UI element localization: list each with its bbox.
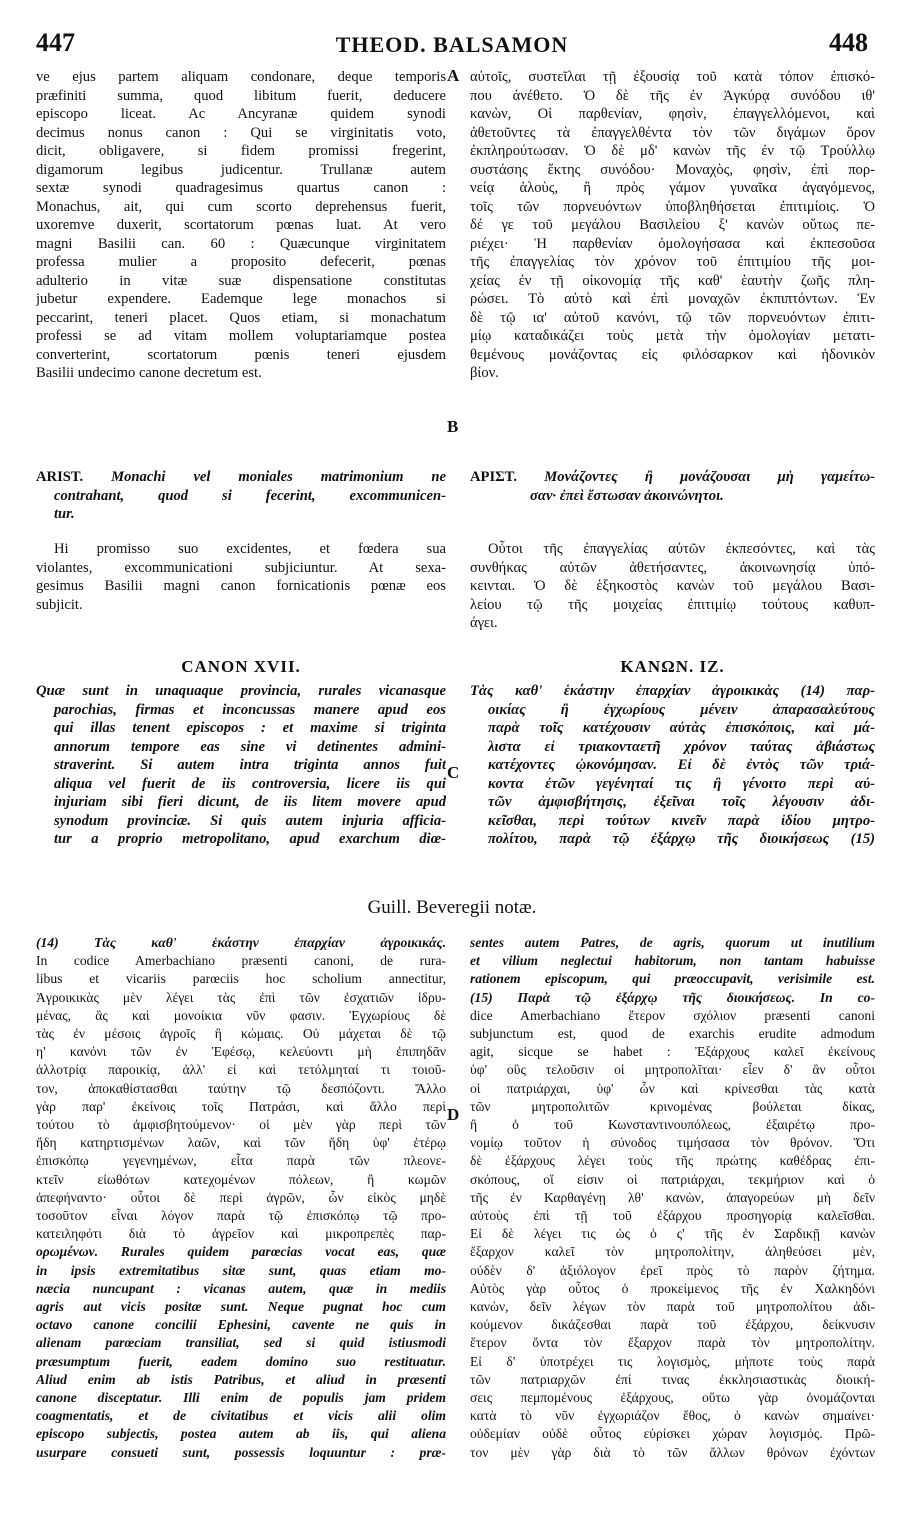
notes-left-line: ἀλλοτρίᾳ παροικίᾳ, ἀλλ' εἰ καὶ τετόλμηταί τι τοιοῦ- bbox=[36, 1062, 446, 1078]
running-title: THEOD. BALSAMON bbox=[335, 32, 569, 57]
notes-right-line: agit, sicque se habet : Ἐξάρχους καλεῖ ἐκείνους bbox=[470, 1044, 875, 1060]
arist-latin-line: contrahant, quod si fecerint, excommunicen- bbox=[54, 487, 446, 504]
top-latin-line: sextæ synodi quadragesimus quartus canon : bbox=[36, 180, 446, 196]
gloss-greek-line: Οὗτοι τῆς ἐπαγγελίας αὐτῶν ἐκπεσόντες, καὶ τὰς bbox=[488, 541, 875, 557]
notes-right-line: et vilium neglectui habitorum, non tantam habuisse bbox=[470, 953, 875, 969]
top-greek-line: δέ γε τοῦ μεγάλου Βασιλείου ξ' κανὼν οὕτως πε- bbox=[470, 217, 875, 233]
notes-left-line: ἀπεφήναντο· οὗτοι δὲ περὶ ἀγρῶν, ὧν εἰκὸς μηδὲ bbox=[36, 1189, 446, 1205]
page-number-left: 447 bbox=[36, 28, 75, 57]
arist-greek bbox=[470, 468, 875, 505]
canon-latin-line: straverint. Si autem intra triginta annos fuit bbox=[54, 757, 446, 773]
top-greek-line: ρώσει. Τὸ αὐτὸ καὶ ἐπὶ μοναχῶν ἐκπιπτόντων. Ἐν bbox=[470, 291, 875, 307]
canon-latin-title: CANON XVII. bbox=[181, 657, 301, 676]
canon-latin-line: qui illas tenent episcopos : et maxime si triginta bbox=[54, 720, 446, 736]
top-latin-line: professi se ad vitam mollem voluptariamque postea bbox=[36, 328, 446, 344]
top-latin-line: peccarint, teneri placet. Quos etiam, si monachatum bbox=[36, 309, 446, 326]
canon-latin-line: Quæ sunt in unaquaque provincia, rurales vicanasque bbox=[36, 683, 446, 699]
top-latin-line: professa mulier a proposito defecerit, pœnas bbox=[36, 254, 446, 270]
notes-left-line: usurpare consueti sunt, possessis loquuntur : præ- bbox=[36, 1444, 446, 1460]
top-latin-line: jubetur expendere. Eademque lege monachos si bbox=[36, 291, 446, 307]
notes-left-line: Ἀγροικικὰς μὲν λέγει τὰς ἐπὶ τῶν ἐσχατιῶν ἱδρυ- bbox=[36, 989, 446, 1005]
top-greek-line: θεμένους μονάζοντας εἰς φιλόσαρκον καὶ ἡδονικὸν bbox=[470, 346, 875, 363]
notes-left-line: præsumptum fuerit, eadem domino suo restituatur. bbox=[36, 1353, 446, 1369]
canon-greek-line: παρὰ τοῖς κατέχουσιν αὐτὰς ἐπισκόποις, καὶ μά- bbox=[488, 720, 875, 736]
running-header bbox=[36, 28, 868, 62]
notes-left-line: In codice Amerbachiano præsenti canoni, de rura- bbox=[36, 953, 446, 969]
top-greek-line: ἀθετοῦντες τὰ ἐπαγγελθέντα τὸν τῶν διγάμων ὅρον bbox=[470, 124, 875, 141]
top-greek-line: χείας ἐν τῇ οἰκονομίᾳ τῆς καθ' ἑαυτὴν ζωῆς πλη- bbox=[470, 272, 875, 289]
notes-right-line: (15) Παρὰ τῷ ἐξάρχῳ τῆς διοικήσεως. In co- bbox=[470, 989, 875, 1005]
top-greek-line: μίῳ καταδικάζει τοὺς μετὰ τὴν ὁμολογίαν μετατι- bbox=[470, 328, 875, 344]
notes-left-line: næcia nuncupant : vicanas autem, quæ in mediis bbox=[36, 1280, 446, 1296]
gloss-latin-line: violantes, excommunicationi subjiciuntur. At sexa- bbox=[36, 559, 446, 576]
notes-right-line: δὲ ἐξάρχους λέγει τοὺς τῆς πρώτης καθέδρας ἐπι- bbox=[470, 1153, 875, 1169]
canon-latin-line: injuriam sibi fieri dicunt, de iis litem movere apud bbox=[54, 794, 446, 810]
canon-latin-line: aliqua vel fuerit de iis controversia, licere iis qui bbox=[54, 775, 446, 792]
top-greek-line: αὐτοῖς, συστεῖλαι τῇ ἐξουσίᾳ τοῦ κατὰ τόπον ἐπισκό- bbox=[470, 69, 875, 85]
arist-greek-label: ΑΡΙΣΤ. bbox=[470, 469, 517, 485]
notes-right-line: ὑφ' οὓς τελοῦσιν οἱ μητροπολῖται· εἶεν δ' ἂν οὗτοι bbox=[470, 1062, 875, 1078]
notes-left-line: libus et vicariis parœciis hoc scholium annectitur, bbox=[36, 971, 446, 987]
notes-right-line: οὐδεμίαν οὐδὲ οὗτος εὑρίσκει χώραν λογισμός. Πρῶ- bbox=[470, 1426, 875, 1442]
canon-greek-text bbox=[470, 682, 875, 849]
top-greek-line: δὲ τῷ ια' αὐτοῦ κανόνι, τῷ τῶν πορνευόντων ἐπιτι- bbox=[470, 309, 875, 326]
gloss-latin-line: gesimus Basilii magni canon fornicationis pœnæ eos bbox=[36, 578, 446, 594]
top-greek-line: βίον. bbox=[470, 365, 499, 381]
notes-right-line: οὐδὲν δ' ἀξιόλογον ἐρεῖ πρὸς τὸ παρὸν ζήτημα. bbox=[470, 1262, 875, 1278]
canon-greek-line: λιστα εἰ τριακονταετῆ χρόνον ταύτας ἀβιάστως bbox=[488, 738, 875, 755]
margin-marker-b: B bbox=[447, 417, 459, 436]
notes-left-line: τοσοῦτον εἶναι λόγον παρὰ τῷ ἐπισκόπῳ τῷ προ- bbox=[36, 1208, 446, 1224]
gloss-latin-line: Hi promisso suo excidentes, et fœdera sua bbox=[54, 541, 446, 557]
notes-right-line: οἱ πατριάρχαι, ὑφ' ὧν καὶ κρίνεσθαι τὰς κατὰ bbox=[470, 1080, 875, 1096]
top-greek-line: ριέχει· Ἡ παρθενίαν ὁμολογήσασα καὶ ἐκπεσοῦσα bbox=[470, 235, 875, 252]
notes-left-line: μένας, ἃς καὶ μονοίκια νῦν φασιν. Ἐγχωρίους δὲ bbox=[36, 1007, 446, 1023]
greek-text-top bbox=[470, 68, 875, 383]
notes-left-line: τὰς ἐν μέσοις ἀγροῖς ἢ κώμαις. Οὐ μάχεται δὲ τῷ bbox=[36, 1026, 446, 1042]
margin-marker-d: D bbox=[447, 1105, 460, 1124]
top-latin-line: converterint, scortatorum pœnis teneri ejusdem bbox=[36, 346, 446, 363]
top-greek-line: νείᾳ ἁλοὺς, ἢ πρὸς γάμον γυναῖκα ἀγαγόμενος, bbox=[470, 180, 875, 196]
notes-left-line: ἤδη κατηρτισμένων λαῶν, καὶ τῶν ἤδη ὑφ' ἑτέρῳ bbox=[36, 1135, 446, 1151]
canon-latin-text bbox=[36, 682, 446, 849]
notes-right-line: τῶν πατριαρχῶν ἐπί τινας ἐκκλησιαστικὰς διοική- bbox=[470, 1371, 875, 1387]
top-greek-line: τῆς ἐπαγγελίας τὸν χρόνον τοῦ ἐπιτιμίου τῆς μοι- bbox=[470, 254, 875, 270]
gloss-greek-line: λείου τῷ τῆς μοιχείας ἐπιτιμίῳ τούτους καθυπ- bbox=[470, 596, 875, 613]
top-latin-line: Basilii undecimo canone decretum est. bbox=[36, 365, 262, 381]
notes-left-line: agris aut vicis positæ sunt. Neque pugnat hoc cum bbox=[36, 1299, 446, 1315]
notes-left-line: (14) Τὰς καθ' ἑκάστην ἐπαρχίαν ἀγροικικάς. bbox=[36, 935, 446, 950]
canon-greek-line: τῶν ἀμφισβήτησις, ἐξεῖναι τοῖς λέγουσιν ἀδι- bbox=[488, 794, 875, 810]
notes-right-line: νομίῳ τοῦτον ἡ σύνοδος τιμήσασα τὸν θρόνον. Ὅτι bbox=[470, 1135, 875, 1151]
notes-right-line: rationem episcopum, qui præoccupavit, verisimile est. bbox=[470, 971, 875, 987]
notes-right-line: dice Amerbachiano ἕτερον σχόλιον præsenti canoni bbox=[470, 1007, 875, 1023]
notes-right-line: ἢ ὁ τοῦ Κωνσταντινουπόλεως, ἐξαιρέτῳ προ- bbox=[470, 1117, 875, 1133]
margin-marker-c: C bbox=[447, 763, 460, 782]
notes-left-line: τον, ἀποκαθίστασθαι ταύτην τῷ δεσπόζοντι. Ἄλλο bbox=[36, 1080, 446, 1096]
notes-right-line: κούμενον δικάζεσθαι παρὰ τοῦ ἐξάρχου, δείκνυσιν bbox=[470, 1317, 875, 1333]
notes-left-column bbox=[36, 934, 446, 1462]
top-greek-line: τοῖς τῶν πορνευόντων ὑποβληθήσεται ἐπιτιμίοις. Ὁ bbox=[470, 198, 875, 215]
canon-latin-line: tur a proprio metropolitano, apud exarchum diœ- bbox=[54, 831, 446, 847]
notes-right-line: sentes autem Patres, de agris, quorum ut inutilium bbox=[470, 935, 875, 950]
gloss-greek-line: άγει. bbox=[470, 615, 498, 631]
top-latin-line: digamorum legibus judicentur. Trullanæ autem bbox=[36, 161, 446, 178]
top-latin-line: magni Basilii can. 60 : Quæcunque virginitatem bbox=[36, 235, 446, 252]
notes-left-line: κατειληφότι διὰ τὸ ἀγρεῖον καὶ μικροπρεπὲς παρ- bbox=[36, 1226, 446, 1242]
notes-right-line: Εἰ δὲ λέγει τις ὡς ὁ ς' τῆς ἐν Σαρδικῇ κανὼν bbox=[470, 1226, 875, 1242]
gloss-greek-line: συνθήκας αὐτῶν ἀθετήσαντες, ἀκοινωνησίᾳ ὑπό- bbox=[470, 559, 875, 576]
notes-left-line: octavo canone concilii Ephesini, cavente ne quis in bbox=[36, 1317, 446, 1333]
notes-right-line: ἔξαρχον καλεῖ τὸν μητροπολίτην, ἀληθεύσει μὲν, bbox=[470, 1244, 875, 1260]
notes-left-line: τούτου τὸ ἀμφισβητούμενον· οἱ μὲν γὰρ περὶ τῶν bbox=[36, 1117, 446, 1133]
arist-latin-first: Monachi vel moniales matrimonium ne bbox=[111, 469, 446, 485]
notes-left-line: coagmentatis, et de civitatibus et vicis alii olim bbox=[36, 1408, 446, 1424]
top-latin-line: Monachus, ait, qui cum scorto deprehensus fuerit, bbox=[36, 198, 446, 215]
gloss-greek-line: κεινται. Ὁ δὲ ἑξηκοστὸς κανὼν τοῦ μεγάλου Βασι- bbox=[470, 578, 875, 594]
notes-right-line: τῆς ἐν Καρθαγένῃ λθ' κανὼν, ἀπαγορεύων μὴ δεῖν bbox=[470, 1189, 875, 1205]
canon-greek-line: κεῖσθαι, περὶ τούτων κινεῖν παρὰ ἰδίου μητρο- bbox=[488, 812, 875, 829]
top-greek-line: ἐκπληρούτωσαν. Ὁ δὲ μδ' κανὼν τῆς ἐν τῷ Τρούλλῳ bbox=[470, 143, 875, 159]
arist-latin bbox=[36, 468, 446, 524]
notes-right-line: τῶν μητροπολιτῶν κρινομένας βούλεται δίκας, bbox=[470, 1098, 875, 1114]
top-greek-line: συστάσης ἕκτης συνόδου· Μοναχὸς, φησὶν, ἐπὶ πορ- bbox=[470, 161, 875, 178]
canon-greek-title: ΚΑΝΩΝ. ΙΖ. bbox=[620, 657, 725, 676]
arist-greek-first: Μονάζοντες ἢ μονάζουσαι μὴ γαμείτω- bbox=[544, 469, 875, 485]
notes-left-line: ἐπισκόπῳ γεγενημένων, εἶτα παρὰ τῶν πλεονε- bbox=[36, 1153, 446, 1169]
notes-left-line: episcopo subjectis, postea autem ab iis, qui aliena bbox=[36, 1426, 446, 1442]
notes-left-line: η' κανόνι τῶν ἐν Ἐφέσῳ, κελεύοντι μὴ ἐπιπηδᾶν bbox=[36, 1044, 446, 1060]
top-latin-line: decimus nonus canon : Qui se virginitatis voto, bbox=[36, 124, 446, 141]
notes-right-line: σεις πεμπομένους ἐξάρχους, οὕτω γὰρ ὀνομάζονται bbox=[470, 1390, 875, 1406]
canon-greek-line: πολίτου, παρὰ τῷ ἐξάρχῳ τῆς διοικήσεως (15) bbox=[488, 831, 875, 847]
notes-title: Guill. Beveregii notæ. bbox=[367, 897, 537, 918]
arist-greek-line bbox=[470, 468, 875, 487]
top-latin-line: episcopo liceat. Ac Ancyranæ quidem synodi bbox=[36, 106, 446, 122]
notes-right-line: κανὼν, δεῖν λέγων τὸν παρὰ τοῦ μητροπολίτου ἀδι- bbox=[470, 1299, 875, 1315]
canon-greek-line: κοντα ἐτῶν γεγένηταί τις ἢ γένοιτο περὶ αὐ- bbox=[488, 775, 875, 792]
notes-left-line: κτεῖν εἰωθότων κατεχομένων πόλεων, ἢ κωμῶν bbox=[36, 1171, 446, 1187]
notes-right-line: σκόπους, οἵ εἰσιν οἱ πατριάρχαι, τεκμήριον καὶ ὁ bbox=[470, 1171, 875, 1187]
canon-greek-line: οικίας ἢ ἐγχωρίους μένειν ἀπαρασαλεύτους bbox=[488, 701, 875, 718]
notes-left-line: ορωμένων. Rurales quidem parœcias vocat eas, quæ bbox=[36, 1244, 446, 1260]
latin-text-top bbox=[36, 68, 446, 383]
canon-latin-line: annorum tempore eas sine vi detinentes admini- bbox=[54, 738, 446, 755]
top-latin-line: præfiniti summa, quod libitum fuerit, deducere bbox=[36, 87, 446, 104]
gloss-latin-line: subjicit. bbox=[36, 596, 83, 613]
top-latin-line: dicit, obligavere, si fidem promissi fregerint, bbox=[36, 143, 446, 159]
notes-left-line: γὰρ παρ' ἐκείνοις τοῖς Πατράσι, καὶ ἄλλο περὶ bbox=[36, 1098, 446, 1114]
notes-right-column bbox=[470, 934, 875, 1462]
arist-latin-label: ARIST. bbox=[36, 469, 84, 485]
canon-latin-line: parochias, firmas et inconcussas manere apud eos bbox=[54, 701, 446, 718]
notes-right-line: τον μὲν γὰρ διὰ τὸ τῶν ἄλλων θρόνων ἐχόντων bbox=[470, 1444, 875, 1460]
page-number-right: 448 bbox=[829, 28, 868, 57]
top-greek-line: κανὼν, Οἱ παρθενίαν, φησὶν, ἐπαγγελλόμενοι, καὶ bbox=[470, 106, 875, 122]
notes-right-line: Αὐτὸς γὰρ οὗτος ὁ προκείμενος τῆς ἐν Χαλκηδόνι bbox=[470, 1280, 875, 1296]
notes-right-line: αὐτοὺς ἐπὶ τῇ τοῦ ἐξάρχου προσηγορίᾳ καλεῖσθαι. bbox=[470, 1208, 875, 1224]
top-greek-line: που ἀνέθετο. Ὁ δὲ τῆς ἐν Ἀγκύρᾳ συνόδου ιθ' bbox=[470, 87, 875, 104]
arist-latin-line bbox=[36, 468, 446, 487]
canon-greek-line: Τὰς καθ' ἑκάστην ἐπαρχίαν ἀγροικικὰς (14) παρ- bbox=[470, 683, 875, 699]
notes-right-line: ἕτερον ὄντα τὸν ἔξαρχον παρὰ τὸν μητροπολίτην. bbox=[470, 1335, 875, 1351]
notes-left-line: alienam parœciam transiliat, sed si quid istiusmodi bbox=[36, 1335, 446, 1351]
gloss-latin bbox=[36, 540, 446, 614]
notes-right-line: κατὰ τὸ νῦν ἐγχωριάζον ἔθος, ὁ κανὼν σημαίνει· bbox=[470, 1408, 875, 1424]
notes-left-line: canone disceptatur. Illi enim de populis jam pridem bbox=[36, 1390, 446, 1406]
arist-greek-line: σαν· ἐπεὶ ἔστωσαν ἀκοινώνητοι. bbox=[530, 487, 724, 504]
top-latin-line: ve ejus partem aliquam condonare, deque temporis bbox=[36, 69, 446, 85]
arist-latin-line: tur. bbox=[54, 506, 75, 522]
notes-left-line: Aliud enim ab istis Patribus, et aliud in præsenti bbox=[36, 1371, 446, 1387]
top-latin-line: adulterio in vitæ suæ dispensatione constitutas bbox=[36, 272, 446, 289]
canon-greek-line: κατέχοντες ᾠκονόμησαν. Εἰ δὲ ἐντὸς τῶν τριά- bbox=[488, 757, 875, 773]
canon-latin-line: synodum provinciæ. Si quis autem injuria afficia- bbox=[54, 812, 446, 829]
margin-marker-a: A bbox=[447, 66, 460, 85]
notes-right-line: Εἰ δ' ὑποτρέχει τις λογισμὸς, μήποτε τοὺς παρὰ bbox=[470, 1353, 875, 1369]
notes-right-line: subjunctum est, quod de exarchis erudite admodum bbox=[470, 1026, 875, 1042]
top-latin-line: uxoremve duxerit, scortatorum pœnas luat. At vero bbox=[36, 217, 446, 233]
notes-left-line: in ipsis extremitatibus sitæ sunt, quas etiam mo- bbox=[36, 1262, 446, 1278]
gloss-greek bbox=[470, 540, 875, 633]
